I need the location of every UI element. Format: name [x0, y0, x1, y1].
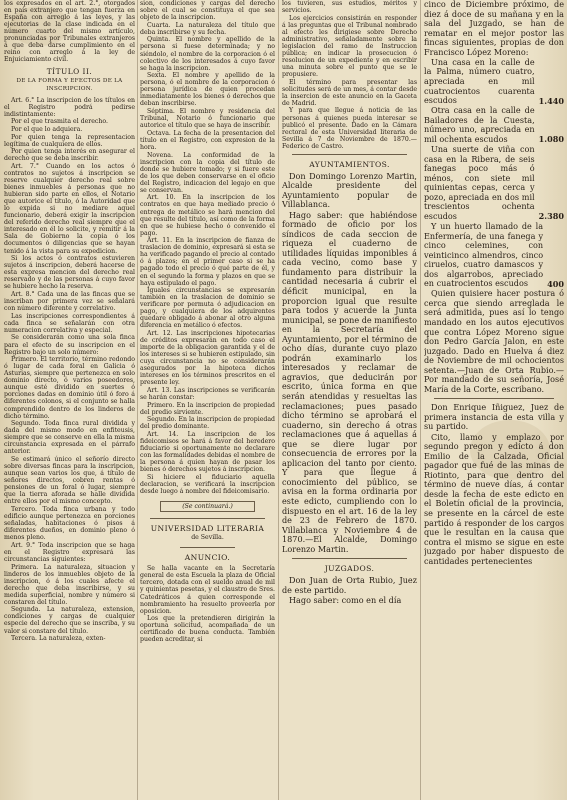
item-amount: 1.080 [538, 134, 564, 145]
paragraph: Don Enrique Iñiguez, Juez de primera instancia de esta villa y su partido. [424, 402, 564, 432]
divider [292, 154, 407, 155]
paragraph: Quinta. El nombre y apellido de la persona si fuese determinada; y no siéndolo, el nombre de la corporacion ó el colectivo de los interesados á cuyo favor se haga la inscripcion. [140, 36, 275, 72]
divider [180, 547, 235, 548]
notice-title: ANUNCIO. [184, 553, 231, 563]
paragraph: Iguales circunstancias se expresarán también en la traslacion de dominio se verificare por permuta ó adjudicacion en pago, y cualquiera de los adquirentes quedare obligado á abonar al otro alguna diferencia en metálico ó efectos. [140, 287, 275, 330]
paragraph: Art. 13. Las inscripciones se verificarán se harán constar: [140, 387, 275, 402]
paragraph: Art. 6.° La inscripcion de los títulos en el Registro podrá pedirse indistintamente: [4, 96, 135, 118]
paragraph: Cuarta. La naturaleza del título que deba inscribirse y su fecha. [140, 21, 275, 36]
paragraph: cinco de Diciembre próximo, de diez á doce de su mañana y en la sala del Juzgado, se han de rematar en el mejor postor las fincas siguientes, propias de don Francisco López Moreno: [424, 0, 564, 57]
paragraph: Primero. En la inscripcion de propiedad del predio sirviente. [140, 401, 275, 416]
item-text: Y un huerto llamado de la Enfermería, de una fanega y cinco celemines, con veinticinco almendros, cinco ciruelos, cuatro damascos y dos algarrobos, apreciado en cuatrocientos escudos [424, 220, 544, 289]
column-4 [424, 0, 564, 800]
paragraph: Art. 7.° Cuando en los actos ó contratos no sujetos á inscripcion se reserve cualquier derecho real sobre bienes inmuebles á personas que no hubieran sido parte en ellos, el Notario que autorice el título, ó la Autoridad que lo expida si no mediare aquel funcionario, deberá exigir la inscripcion del referido derecho real siempre que el interesado en él lo solicite, y remitir á la Sala de Gobierno la copia ó los documentos ó diligencias que se hayan tenido á la vista para su expedicion. [4, 162, 135, 255]
column-rule [137, 0, 138, 800]
list-item [424, 222, 564, 289]
item-text: Otra casa en la calle de Bailadores de la Cuesta, número uno, apreciada en mil ochenta escudos [424, 105, 535, 144]
divider [292, 558, 407, 559]
university-heading: UNIVERSIDAD LITERARIA [150, 524, 265, 534]
paragraph: Se estimará único el señorío directo sobre diversas fincas para la inscripcion, aunque sean varios los que, á título de señores directos, cobren rentas ó pensiones de un foral ó lugar, siempre que la tierra aforada se halle dividida entre ellos por el mismo concepto. [4, 456, 135, 506]
paragraph: Por el que lo adquiera. [11, 125, 83, 133]
paragraph: Los ejercicios consistirán en responder á las preguntas que el Tribunal nombrado al efecto les dirigiese sobre Derecho administrativo, señaladamente sobre la legislacion del ramo de Instruccion pública; en indicar la prosecucion ó resolucion de un expediente y en escribir una minuta sobre el punto que se le propusiere. [282, 14, 417, 79]
section-heading-juzgados: JUZGADOS. [324, 564, 375, 574]
paragraph: Segunda. La naturaleza, extension, condiciones y cargas de cualquier especie del derecho que se inscriba, y su valor si constare del título. [4, 606, 135, 635]
paragraph: Y para que llegue á noticia de las personas á quienes pueda interesar se publicó el presente. Dado en la Cámara rectoral de esta Universidad literaria de Sevilla á 7 de Noviembre de 1870.—Federico de Castro. [282, 107, 417, 150]
paragraph: Segundo. Toda finca rural dividida y dada del mismo modo en enfiteusis, siempre que se conserve en ella la misma circunstancia expresada en el párrafo anterior. [4, 420, 135, 456]
paragraph: los expresados en el art. 2.°, otorgados en país extranjero que tengan fuerza en España con arreglo á las leyes, y las ejecutorias de la clase indicada en el número cuarto del mismo artículo, pronunciadas por Tribunales extranjeros á que deba darse cumplimiento en el reino con arreglo á la ley de Enjuiciamiento civil. [4, 0, 135, 64]
paragraph: Los que la pretendieren dirigirán la oportuna solicitud, acompañada de un certificado de buena conducta. También pueden acreditar, si [140, 615, 275, 644]
divider [434, 398, 554, 399]
paragraph: Hago saber: como en el día [289, 595, 402, 606]
list-item [424, 106, 564, 145]
paragraph: Art. 11. En la inscripcion de fianza de traslacion de dominio, expresará si esta se ha verificado pagando el precio al contado ó á plazos; en el primer caso si se ha pagado todo el precio ó qué parte de él, y en el segundo la forma y plazos en que se haya estipulado el pago. [140, 237, 275, 287]
item-text: Una casa en la calle de la Palma, número cuatro, apreciada en mil cuatrocientos cuarenta escudos [424, 56, 535, 106]
paragraph: Las inscripciones correspondientes á cada finca se señalarán con otra numeracion correlativa y especial. [4, 312, 135, 334]
paragraph: Octava. La fecha de la presentacion del título en el Registro, con expresion de la hora. [140, 129, 275, 151]
paragraph: Por el que trasmita el derecho. [11, 118, 108, 126]
paragraph: Segundo. En la inscripcion de propiedad del predio dominante. [140, 416, 275, 431]
paragraph: Se halla vacante en la Secretaría general de esta Escuela la plaza de Oficial tercero, dotada con el sueldo anual de mil y quinientas pesetas, y el claustro de Sres. Catedráticos á quien corresponde el nombramiento ha resuelto proveerla por oposicion. [140, 565, 275, 615]
paragraph: Si hiciere el fiduciario aquella declaracion, se verificará la inscripcion desde luego á nombre del fideicomisario. [140, 474, 275, 496]
paragraph: Primero. El territorio, término redondo ó lugar de cada foral en Galicia ó Asturias, siempre que pertenezca en solo dominio directo, ó varios poseedores, aunque esté dividido en suertes ó porciones dadas en dominio útil ó foro á diferentes colonos, si el conjunto se halla comprendido dentro de los linderos de dicho término. [4, 356, 135, 420]
paragraph: Don Domingo Lorenzo Martin, Alcalde presidente del Ayuntamiento popular de Villablanca. [282, 170, 417, 210]
university-subheading: de Sevilla. [191, 534, 224, 542]
paragraph: Primera. La naturaleza, situacion y linderos de los inmuebles objeto de la inscripcion, ó á los cuales afecte el derecho que deba inscribirse, y su medida superficial, nombre y número si constaren del título. [4, 563, 135, 606]
item-amount: 2.380 [538, 211, 564, 222]
item-amount: 400 [547, 278, 564, 289]
list-item [424, 145, 564, 222]
paragraph: Por quien tenga la representacion legítima de cualquiera de ellos. [4, 133, 135, 148]
paragraph: Art. 12. Las inscripciones hipotecarias de créditos expresarán en todo caso el importe de la obligacion garantida y el de los intereses si se hubieren estipulado, sin cuya circunstancia no se considerarán asegurados por la hipoteca dichos intereses en los términos prescritos en el presente ley. [140, 330, 275, 387]
paragraph: Quien quisiere hacer postura ó cerca que siendo arreglada le será admitida, pues así lo tengo mandado en los autos ejecutivos que contra López Moreno sigue don Pedro García Jalon, en este juzgado. Dado en Huelva á diez de Noviembre de mil ochocientos setenta.—Juan de Orta Rubio.—Por mandado de su señoría, José María de la Corte, escribano. [424, 288, 564, 394]
column-1 [4, 0, 135, 800]
column-2 [140, 0, 275, 800]
paragraph: Por quien tenga interés en asegurar el derecho que se deba inscribir. [4, 148, 135, 163]
paragraph: los tuvieren, sus estudios, méritos y servicios. [282, 0, 417, 15]
paragraph: Sexta. El nombre y apellido de la persona, ó el nombre de la corporacion ó persona jurídica de quien procedan inmediatamente los bienes ó derechos que deban inscribirse. [140, 72, 275, 108]
paragraph: Tercera. La naturaleza, exten- [11, 635, 106, 643]
section-title: TÍTULO II. [46, 67, 93, 77]
paragraph: Art. 9.° Toda inscripcion que se haga en el Registro expresará las circunstancias siguientes: [4, 541, 135, 563]
paragraph: Art. 8.° Cada una de las fincas que se inscriban por primera vez se señalará con número diferente y correlativo. [4, 290, 135, 313]
paragraph: Cito, llamo y emplazo por segundo pregon y edicto á don Emilio de la Calzada, Oficial pagador que fué de las minas de Riotinto, para que dentro del término de nueve días, á contar desde la fecha de este edicto en el Boletín oficial de la provincia, se presente en la cárcel de este partido á responder de los cargos que le resultan en la causa que contra el mismo se sigue en este juzgado por haber dispuesto de cantidades pertenecientes [424, 431, 564, 566]
paragraph: Hago saber: que habiéndose formado de oficio por los síndicos de cada seccion de riqueza el cuaderno de utilidades líquidas imponibles á cada vecino, como base y fundamento para distribuir la cantidad necesaria á cubrir el déficit municipal, en la proporcion igual que resulte para todos y acuerde la Junta municipal, se pone de manifiesto en la Secretaría del Ayuntamiento, por el término de ocho días, durante cuyo plazo podrán examinarlo los interesados y reclamar de agravios, que deducirán por escrito, única forma en que serán atendidas y resueltas las reclamaciones; pues pasado dicho término se aprobará el cuaderno, sin derecho á otras reclamaciones que á aquellas á que se diere lugar por consecuencia de errores por la aplicacion del tanto por ciento. Y para que llegue á conocimiento del público, se avisa en la forma ordinaria por este edicto, cumpliendo con lo dispuesto en el art. 16 de la ley de 23 de Febrero de 1870. Villablanca y Noviembre 4 de 1870.—El Alcalde, Domingo Lorenzo Martin. [282, 209, 417, 554]
paragraph: Se considerarán como una sola finca para el efecto de su inscripcion en el Registro bajo un solo número: [4, 334, 135, 356]
column-3 [282, 0, 417, 800]
paragraph: Tercero. Toda finca urbana y todo edificio aunque pertenezca en porciones señaladas, habitaciones ó pisos á diferentes dueños, en dominio pleno ó menos pleno. [4, 505, 135, 542]
item-text: Una suerte de viña con casa en la Ribera, de seis fanegas poco más ó ménos, con siete mil quinientas cepas, cerca y pozo, apreciada en dos mil trescientos ochenta escudos [424, 143, 535, 221]
divider [150, 518, 265, 519]
item-amount: 1.440 [538, 95, 564, 106]
paragraph: Art. 14. La inscripcion de los fideicomisos se hará á favor del heredero fiduciario si oportunamente no declarare con las formalidades debidas el nombre de la persona á quien hayan de pasar los bienes ó derechos sujetos á inscripcion. [140, 431, 275, 474]
paragraph: Don Juan de Orta Rubio, Juez de este partido. [282, 575, 417, 595]
paragraph: El término para presentar las solicitudes será de un mes, á contar desde la insercion de este anuncio en la Gaceta de Madrid. [282, 78, 417, 107]
continued-note: (Se continuará.) [160, 501, 255, 512]
section-subtitle: DE LA FORMA Y EFECTOS DE LA INSCRIPCION. [16, 78, 123, 92]
paragraph: Séptima. El nombre y residencia del Tribunal, Notario ó funcionario que autorice el título que se haya de inscribir. [140, 108, 275, 130]
column-rule [278, 0, 279, 800]
list-item [424, 58, 564, 106]
section-heading-ayuntamientos: AYUNTAMIENTOS. [309, 159, 390, 169]
paragraph: Novena. La conformidad de la inscripcion con la copia del título de donde se hubiere tomado; y si fuere este de los que deben conservarse en el oficio del Registro, indicacion del legajo en que se conservan. [140, 151, 275, 194]
paragraph: sion, condiciones y cargas del derecho sobre el cual se constituya el que sea objeto de la inscripcion. [140, 0, 275, 22]
paragraph: Si los actos ó contratos estuvieren sujetos á inscripcion, deberá hacerse de esta expresa mencion del derecho real reservado y de las personas á cuyo favor se hubiere hecho la reserva. [4, 255, 135, 291]
column-rule [420, 0, 421, 800]
paragraph: Art. 10. En la inscripcion de los contratos en que haya mediado precio ó entrega de metálico se hará mencion del que resulte del título, así como de la forma en que se hubiese hecho ó convenido el pago. [140, 194, 275, 237]
